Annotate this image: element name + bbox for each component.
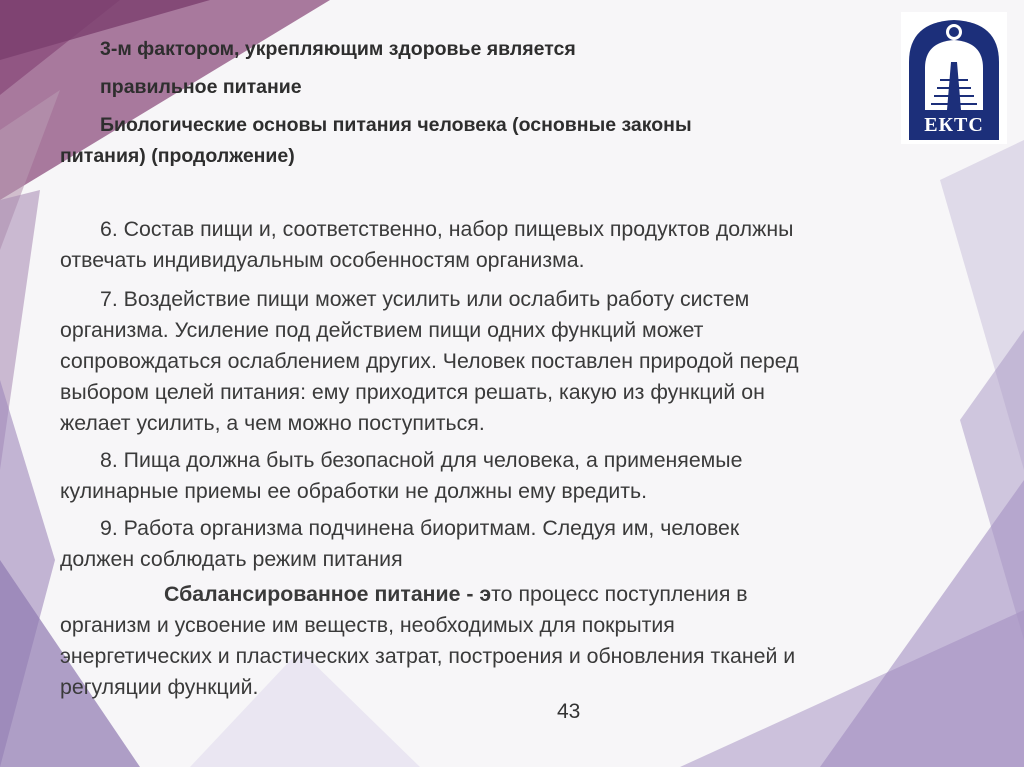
definition-line-4: регуляции функций.: [60, 675, 259, 699]
heading-line-1: 3-м фактором, укрепляющим здоровье является: [100, 38, 576, 60]
paragraph-9-line-2: должен соблюдать режим питания: [60, 547, 403, 571]
definition-line-3: энергетических и пластических затрат, построения и обновления тканей и: [60, 644, 796, 668]
paragraph-7-line-1: 7. Воздействие пищи может усилить или ослабить работу систем: [100, 287, 750, 311]
paragraph-7-line-5: желает усилить, а чем можно поступиться.: [60, 411, 485, 435]
paragraph-7-line-4: выбором целей питания: ему приходится решать, какую из функций он: [60, 380, 765, 404]
definition-line-2: организм и усвоение им веществ, необходимых для покрытия: [60, 613, 675, 637]
paragraph-7-line-2: организма. Усиление под действием пищи одних функций может: [60, 318, 704, 342]
definition-first-rest: то процесс поступления в: [491, 582, 748, 606]
logo-text: ЕКТС: [924, 114, 984, 136]
paragraph-6-line-1: 6. Состав пищи и, соответственно, набор пищевых продуктов должны: [100, 217, 794, 241]
paragraph-9-line-1: 9. Работа организма подчинена биоритмам. Следуя им, человек: [100, 516, 740, 540]
page-number: 43: [557, 700, 581, 723]
logo-ekts: [901, 12, 1007, 144]
paragraph-6-line-2: отвечать индивидуальным особенностям организма.: [60, 248, 585, 272]
definition-line-1: [164, 579, 748, 609]
definition-term: Сбалансированное питание - э: [164, 582, 492, 606]
paragraph-8-line-1: 8. Пища должна быть безопасной для человека, а применяемые: [100, 448, 743, 472]
paragraph-7-line-3: сопровождаться ослаблением других. Человек поставлен природой перед: [60, 349, 799, 373]
paragraph-8-line-2: кулинарные приемы ее обработки не должны ему вредить.: [60, 479, 648, 503]
heading-line-3: Биологические основы питания человека (основные законы: [100, 114, 692, 136]
heading-line-4: питания) (продолжение): [60, 145, 295, 167]
heading-line-2: правильное питание: [100, 76, 302, 98]
